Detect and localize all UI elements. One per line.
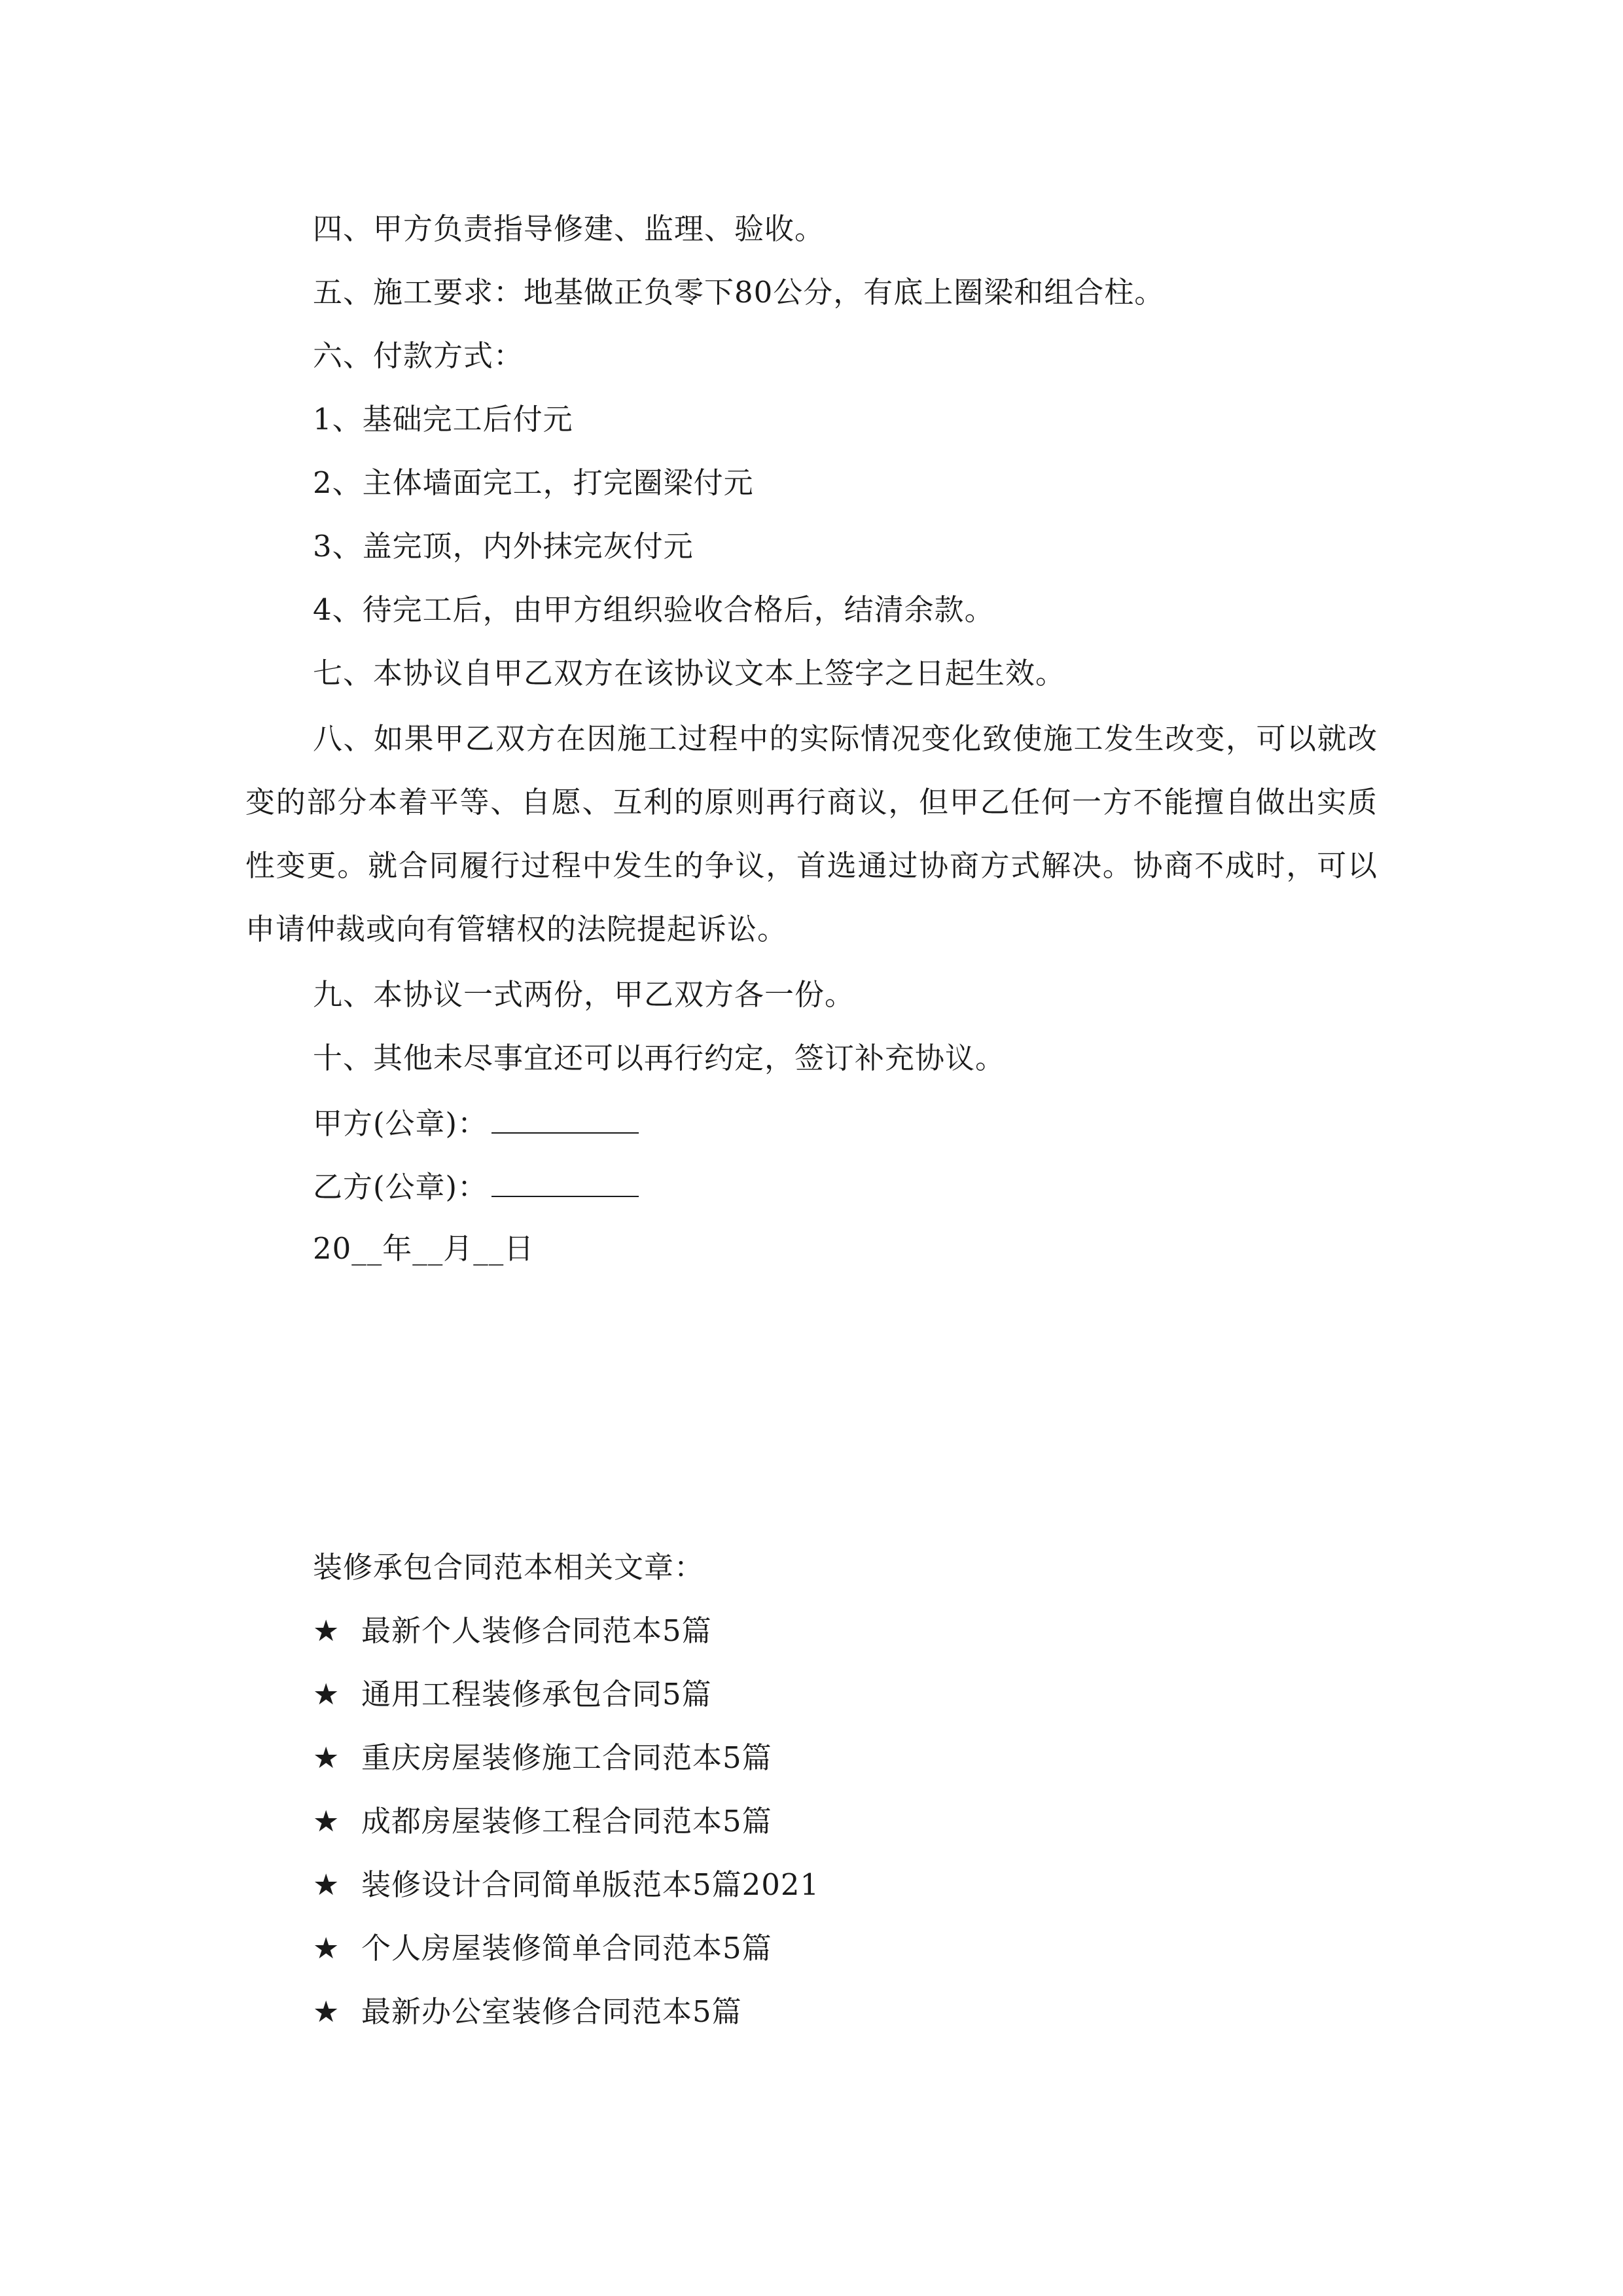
clause-5: 五、施工要求：地基做正负零下80公分，有底上圈梁和组合柱。	[313, 275, 1165, 310]
clause-8: 八、如果甲乙双方在因施工过程中的实际情况变化致使施工发生改变，可以就改变的部分本着平等、自愿、互利的原则再行商议，但甲乙任何一方不能擅自做出实质性变更。就合同履行过程中发生的争议，首选通过协商方式解决。协商不成时，可以申请仲裁或向有管辖权的法院提起诉讼。	[245, 721, 1378, 946]
star-icon: ★	[313, 1740, 340, 1775]
related-heading: 装修承包合同范本相关文章：	[313, 1550, 705, 1585]
related-link-1[interactable]	[313, 1611, 712, 1651]
related-link-2[interactable]	[313, 1675, 712, 1714]
party-b-signature	[313, 1166, 639, 1207]
clause-4: 四、甲方负责指导修建、监理、验收。	[313, 211, 825, 246]
related-link-label: 装修设计合同简单版范本5篇2021	[361, 1867, 820, 1902]
related-link-5[interactable]	[313, 1865, 819, 1905]
clause-9: 九、本协议一式两份，甲乙双方各一份。	[313, 977, 855, 1012]
payment-item-4: 4、待完工后，由甲方组织验收合格后，结清余款。	[313, 592, 995, 627]
related-link-label: 重庆房屋装修施工合同范本5篇	[361, 1740, 772, 1775]
payment-item-2: 2、主体墙面完工，打完圈梁付元	[313, 465, 754, 500]
related-link-6[interactable]	[313, 1929, 772, 1968]
party-a-blank	[491, 1102, 639, 1134]
party-a-signature	[313, 1102, 639, 1143]
party-b-label: 乙方(公章)：	[313, 1170, 488, 1204]
related-link-label: 个人房屋装修简单合同范本5篇	[361, 1931, 772, 1965]
signature-date: 20__年__月__日	[313, 1231, 535, 1266]
related-link-4[interactable]	[313, 1802, 772, 1841]
clause-7: 七、本协议自甲乙双方在该协议文本上签字之日起生效。	[313, 656, 1066, 691]
star-icon: ★	[313, 1613, 340, 1648]
clause-10: 十、其他未尽事宜还可以再行约定，签订补充协议。	[313, 1041, 1006, 1075]
clause-6: 六、付款方式：	[313, 338, 524, 373]
star-icon: ★	[313, 1867, 340, 1902]
party-a-label: 甲方(公章)：	[313, 1106, 488, 1141]
related-link-label: 成都房屋装修工程合同范本5篇	[361, 1804, 772, 1839]
party-b-blank	[491, 1166, 639, 1197]
star-icon: ★	[313, 1677, 340, 1712]
star-icon: ★	[313, 1994, 340, 2029]
related-link-label: 通用工程装修承包合同5篇	[361, 1677, 712, 1712]
star-icon: ★	[313, 1931, 340, 1965]
payment-item-3: 3、盖完顶，内外抹完灰付元	[313, 529, 694, 564]
related-link-label: 最新个人装修合同范本5篇	[361, 1613, 712, 1648]
related-link-3[interactable]	[313, 1738, 772, 1778]
star-icon: ★	[313, 1804, 340, 1839]
payment-item-1: 1、基础完工后付元	[313, 402, 573, 437]
related-link-label: 最新办公室装修合同范本5篇	[361, 1994, 742, 2029]
related-link-7[interactable]	[313, 1992, 742, 2032]
